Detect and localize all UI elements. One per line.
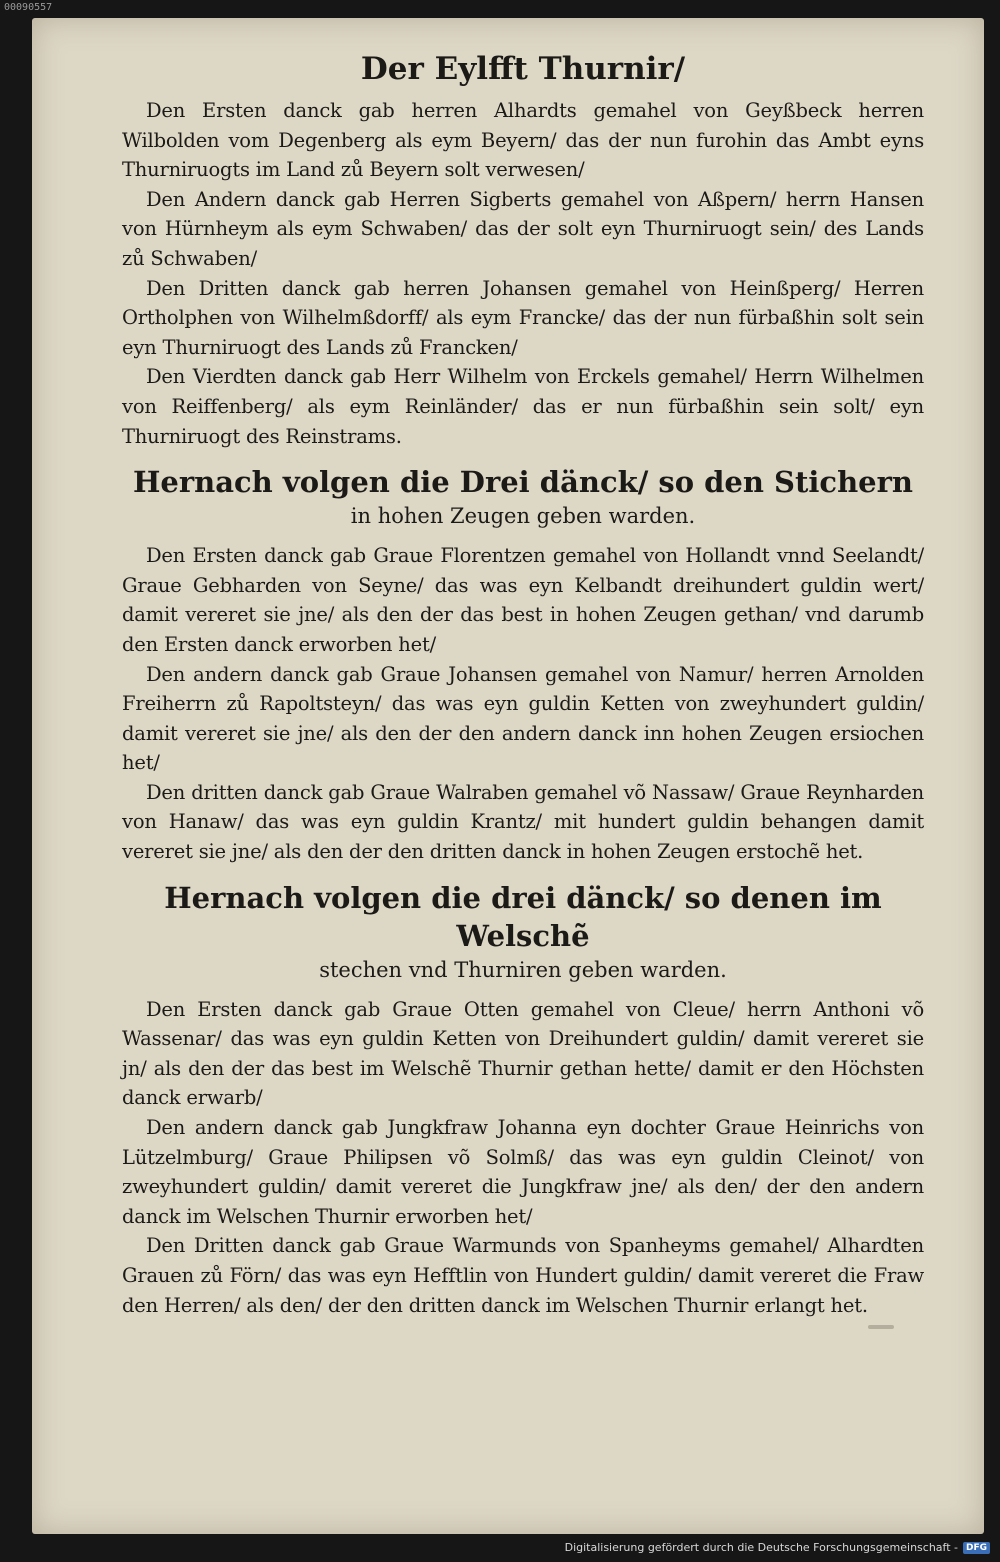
intro-paragraph-1: Den Ersten danck gab herren Alhardts gemahel von Geyßbeck herren Wilbolden vom Degenberg als eym Beyern/ das der nun furohin das Ambt eyns Thurniruogts im Land zů Beyern solt verwesen/ [122, 99, 924, 182]
scan-identifier: 00090557 [4, 2, 53, 13]
intro-section [122, 96, 924, 451]
footer-text: Digitalisierung gefördert durch die Deutsche Forschungsgemeinschaft - [564, 1541, 958, 1554]
page-title: Der Eylfft Thurnir/ [360, 51, 686, 87]
welschen-section [122, 879, 924, 1321]
section2-paragraph-1: Den Ersten danck gab Graue Otten gemahel von Cleue/ herrn Anthoni võ Wassenar/ das was eyn guldin Ketten von Dreihundert guldin/ damit vereret sie jn/ als den der das best im Welschẽ Thurnir gethan hette/ damit er den Höchsten danck erwarb/ [122, 997, 924, 1110]
intro-paragraph-4: Den Vierdten danck gab Herr Wilhelm von Erckels gemahel/ Herrn Wilhelmen von Reiffenberg/ als eym Reinländer/ das er nun fürbaßhin sein solt/ eyn Thurniruogt des Reinstrams. [122, 365, 924, 448]
section1-paragraph-2: Den andern danck gab Graue Johansen gemahel von Namur/ herren Arnolden Freiherrn zů Rapoltsteyn/ das was eyn guldin Ketten von zweyhundert guldin/ damit vereret sie jne/ als den der den andern danck inn hohen Zeugen ersiochen het/ [122, 662, 924, 775]
document-page [32, 18, 984, 1534]
section2-heading: Hernach volgen die drei dänck/ so denen im Welschẽ [164, 880, 882, 953]
section1-paragraph-3: Den dritten danck gab Graue Walraben gemahel võ Nassaw/ Graue Reynharden von Hanaw/ das was eyn guldin Krantz/ mit hundert guldin behangen damit vereret sie jne/ als den der den dritten danck in hohen Zeugen erstochẽ het. [122, 780, 924, 864]
dfg-logo-icon: DFG [963, 1542, 990, 1554]
section2-paragraph-3: Den Dritten danck gab Graue Warmunds von Spanheyms gemahel/ Alhardten Grauen zů Förn/ das was eyn Hefftlin von Hundert guldin/ damit vereret die Fraw den Herren/ als den/ der den dritten danck im Welschen Thurnir erlangt het. [122, 1234, 924, 1317]
section2-subheading: stechen vnd Thurniren geben warden. [319, 957, 727, 982]
section2-paragraph-2: Den andern danck gab Jungkfraw Johanna eyn dochter Graue Heinrichs von Lützelmburg/ Graue Philipsen võ Solmß/ das was eyn guldin Cleinot/ von zweyhundert guldin/ damit vereret die Jungkfraw jne/ als den/ der den andern danck im Welschen Thurnir erworben het/ [122, 1116, 924, 1228]
ink-smudge [868, 1325, 894, 1329]
section1-heading: Hernach volgen die Drei dänck/ so den Stichern [133, 465, 913, 500]
intro-paragraph-3: Den Dritten danck gab herren Johansen gemahel von Heinßperg/ Herren Ortholphen von Wilhelmßdorff/ als eym Francke/ das der nun fürbaßhin solt sein eyn Thurniruogt des Lands zů Francken/ [122, 276, 924, 359]
intro-paragraph-2: Den Andern danck gab Herren Sigberts gemahel von Aßpern/ herrn Hansen von Hürnheym als eym Schwaben/ das der solt eyn Thurniruogt sein/ des Lands zů Schwaben/ [122, 187, 924, 270]
digitization-footer [565, 1541, 990, 1554]
stichern-section [122, 463, 924, 867]
section1-paragraph-1: Den Ersten danck gab Graue Florentzen gemahel von Hollandt vnnd Seelandt/ Graue Gebharden von Seyne/ das was eyn Kelbandt dreihundert guldin wert/ damit vereret sie jne/ als den der das best in hohen Zeugen gethan/ vnd darumb den Ersten danck erworben het/ [122, 544, 924, 656]
section1-subheading: in hohen Zeugen geben warden. [350, 504, 696, 529]
page-content [122, 50, 924, 1332]
